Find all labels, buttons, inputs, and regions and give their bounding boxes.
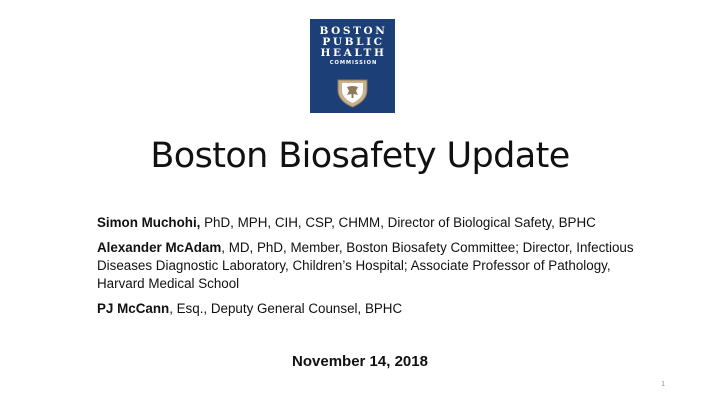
- author-entry: [97, 239, 657, 293]
- author-name: Simon Muchohi,: [97, 215, 201, 230]
- author-name: Alexander McAdam: [97, 240, 222, 255]
- boston-public-health-commission-logo: [310, 19, 395, 113]
- presentation-date: November 14, 2018: [292, 353, 428, 370]
- author-details: , Esq., Deputy General Counsel, BPHC: [169, 301, 403, 316]
- shield-seal-icon: [336, 76, 369, 108]
- logo-line-4: COMMISSION: [329, 60, 378, 66]
- author-entry: [97, 214, 657, 232]
- slide-title: Boston Biosafety Update: [150, 136, 570, 176]
- logo-line-3: HEALTH: [320, 47, 387, 59]
- author-list: [97, 214, 657, 325]
- author-name: PJ McCann: [97, 301, 170, 316]
- logo-line-2: PUBLIC: [322, 36, 385, 48]
- author-details: , MD, PhD, Member, Boston Biosafety Committee; Director, Infectious Diseases Diagnostic Laboratory, Children’s Hospital; Associate Professor of Pathology, Harvard Medical School: [97, 240, 634, 291]
- author-details: PhD, MPH, CIH, CSP, CHMM, Director of Biological Safety, BPHC: [200, 215, 596, 230]
- page-number: 1: [661, 381, 665, 388]
- logo-line-1: BOSTON: [319, 25, 388, 37]
- author-entry: [97, 300, 657, 318]
